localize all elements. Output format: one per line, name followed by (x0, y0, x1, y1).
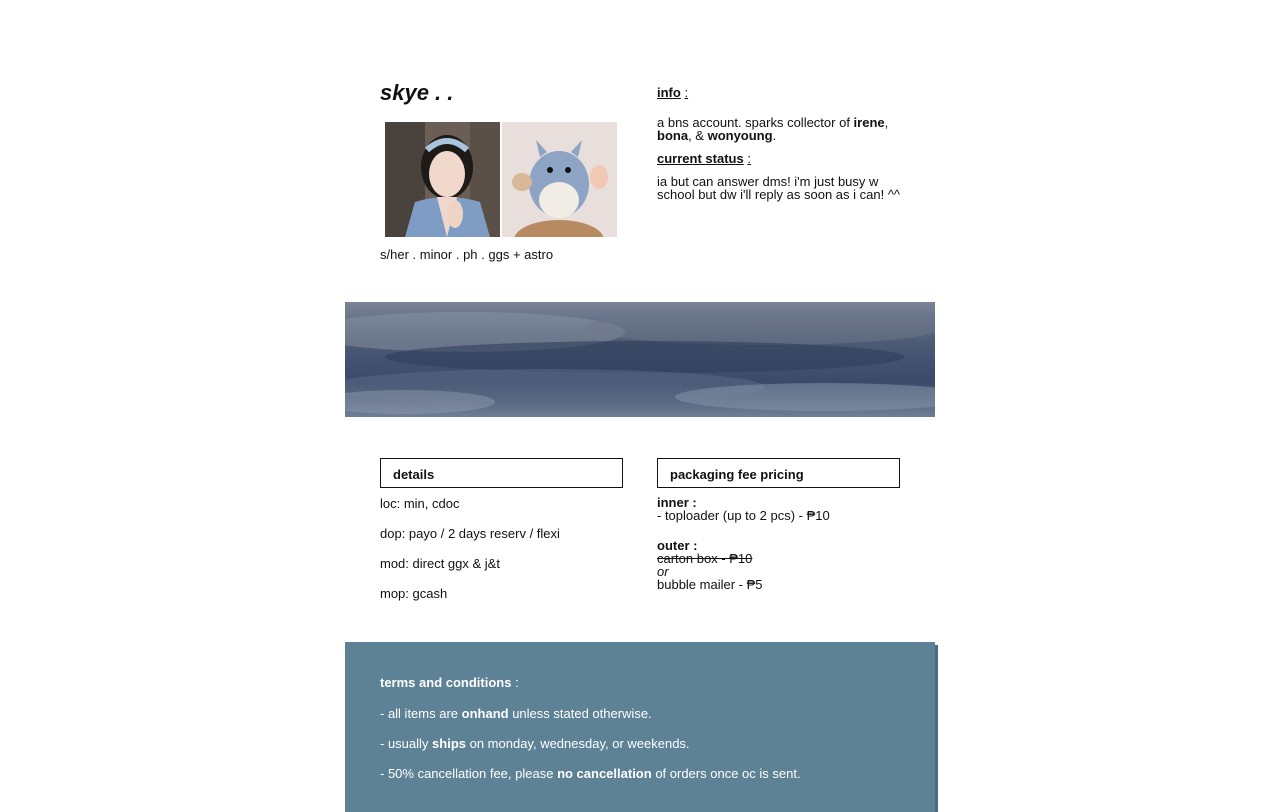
photo-girl-image (385, 122, 500, 237)
profile-tagline: s/her . minor . ph . ggs + astro (380, 247, 554, 262)
info-heading (657, 86, 902, 99)
info-text-part: , & (688, 128, 708, 143)
info-heading-colon: : (684, 85, 689, 100)
photo-plush (502, 122, 617, 237)
terms-text: - 50% cancellation fee, please (380, 766, 558, 781)
details-item-mop: mop: gcash (380, 586, 448, 601)
terms-section (345, 642, 935, 812)
info-text-part: , (884, 115, 889, 130)
photo-girl (385, 122, 500, 237)
terms-bold: onhand (461, 706, 509, 721)
packaging-outer-item: bubble mailer - ₱5 (657, 577, 763, 592)
info-text-part: a bns account. sparks collector of (657, 115, 854, 130)
banner-painting (345, 302, 935, 417)
terms-heading-colon: : (511, 675, 519, 690)
status-heading (657, 152, 902, 165)
status-heading-colon: : (747, 151, 751, 166)
terms-line-cancellation (380, 766, 801, 781)
profile-photos (385, 122, 617, 237)
terms-text: unless stated otherwise. (508, 706, 652, 721)
details-heading-box: details (380, 458, 623, 488)
packaging-outer-or: or (657, 564, 669, 579)
terms-bold: ships (432, 736, 466, 751)
details-item-location: loc: min, cdoc (380, 496, 460, 511)
profile-name: skye . . (380, 80, 454, 105)
packaging-heading-box: packaging fee pricing (657, 458, 900, 488)
details-list (380, 496, 560, 616)
terms-text: of orders once oc is sent. (651, 766, 801, 781)
terms-line-onhand (380, 706, 652, 721)
packaging-inner-item: - toploader (up to 2 pcs) - ₱10 (657, 508, 830, 523)
info-text-part: . (772, 128, 777, 143)
info-text (657, 116, 902, 142)
info-heading-label: info (657, 85, 681, 100)
packaging-outer-label: outer : (657, 538, 698, 553)
status-text: ia but can answer dms! i'm just busy w school but dw i'll reply as soon as i can! ^^ (657, 174, 901, 202)
terms-bold: no cancellation (557, 766, 652, 781)
terms-text: - usually (380, 736, 433, 751)
packaging-list (657, 496, 902, 591)
packaging-inner-label: inner : (657, 495, 697, 510)
info-bold-wonyoung: wonyoung (707, 128, 773, 143)
details-item-mod: mod: direct ggx & j&t (380, 556, 500, 571)
banner-image (345, 302, 935, 417)
page (345, 0, 935, 800)
spacer (657, 522, 902, 539)
terms-text: - all items are (380, 706, 462, 721)
info-column (657, 86, 902, 201)
photo-plush-image (502, 122, 617, 237)
terms-line-ships (380, 736, 690, 751)
status-heading-label: current status (657, 151, 744, 166)
terms-text: on monday, wednesday, or weekends. (466, 736, 690, 751)
packaging-outer-struck-item: carton box - ₱10 (657, 551, 753, 566)
terms-heading (380, 675, 519, 690)
info-bold-irene: irene (853, 115, 885, 130)
info-bold-bona: bona (657, 128, 689, 143)
details-item-dop: dop: payo / 2 days reserv / flexi (380, 526, 560, 541)
terms-heading-label: terms and conditions (380, 675, 512, 690)
